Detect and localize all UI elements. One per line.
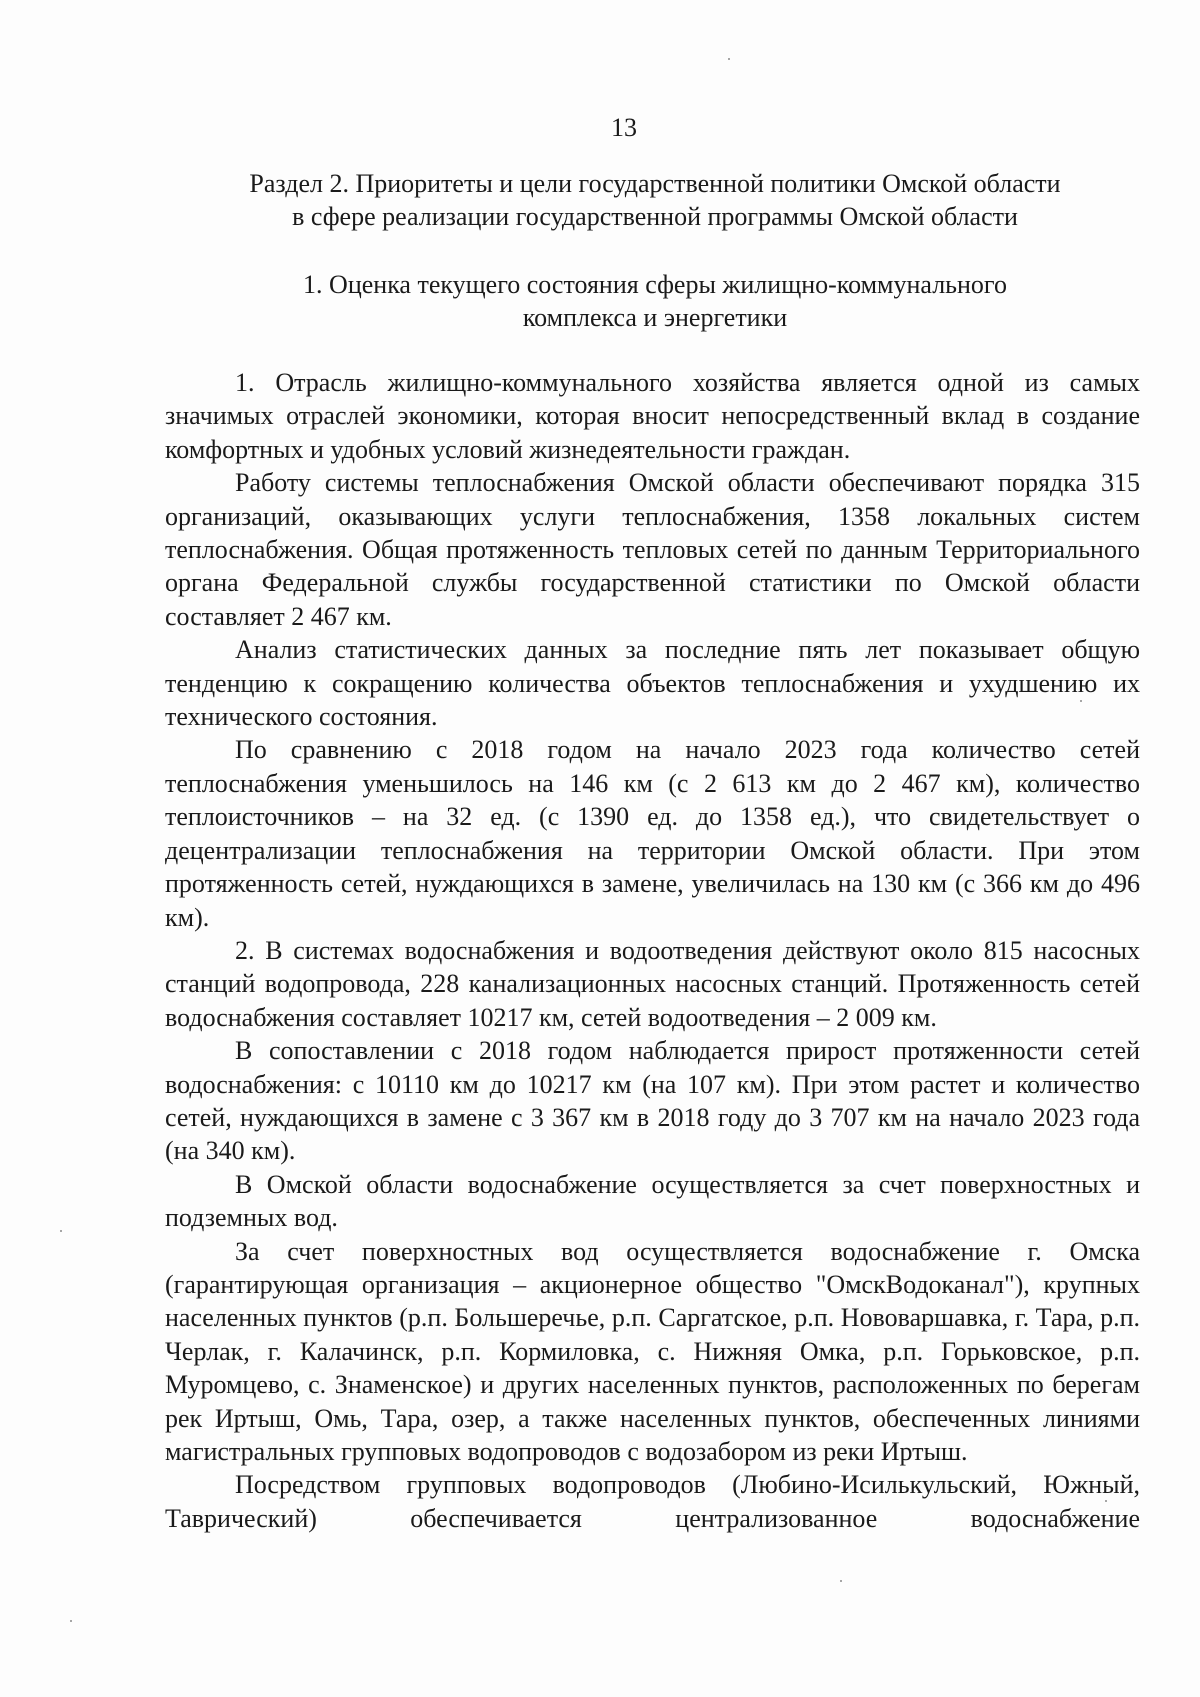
section-title-line-1: Раздел 2. Приоритеты и цели государственной политики Омской области bbox=[249, 169, 1061, 198]
page-number: 13 bbox=[611, 113, 637, 142]
subsection-title-line-1: 1. Оценка текущего состояния сферы жилищно-коммунального bbox=[303, 270, 1007, 299]
paragraph-continued: Посредством групповых водопроводов (Любино-Исилькульский, Южный, Таврический) обеспечивается централизованное водоснабжение bbox=[165, 1470, 1140, 1533]
paragraph: По сравнению с 2018 годом на начало 2023 года количество сетей теплоснабжения уменьшилось на 146 км (с 2 613 км до 2 467 км), количество теплоисточников – на 32 ед. (с 1390 ед. до 1358 ед.), что свидетельствует о децентрализации теплоснабжения на территории Омской области. При этом протяженность сетей, нуждающихся в замене, увеличилась на 130 км (с 366 км до 496 км). bbox=[165, 735, 1140, 932]
scan-speck bbox=[1105, 1500, 1107, 1502]
paragraph: Работу системы теплоснабжения Омской области обеспечивают порядка 315 организаций, оказывающих услуги теплоснабжения, 1358 локальных систем теплоснабжения. Общая протяженность тепловых сетей по данным Территориального органа Федеральной службы государственной статистики по Омской области составляет 2 467 км. bbox=[165, 468, 1140, 631]
subsection-title-line-2: комплекса и энергетики bbox=[522, 303, 788, 332]
scan-speck bbox=[840, 1580, 842, 1582]
paragraph: 2. В системах водоснабжения и водоотведения действуют около 815 насосных станций водопровода, 228 канализационных насосных станций. Протяженность сетей водоснабжения составляет 10217 км, сетей водоотведения – 2 009 км. bbox=[165, 935, 1140, 1032]
section-title-line-2: в сфере реализации государственной программы Омской области bbox=[292, 202, 1018, 231]
scan-speck bbox=[70, 1620, 72, 1622]
scan-speck bbox=[60, 1230, 62, 1232]
scan-speck bbox=[728, 58, 730, 60]
paragraph: В сопоставлении с 2018 годом наблюдается прирост протяженности сетей водоснабжения: с 10110 км до 10217 км (на 107 км). При этом растет и количество сетей, нуждающихся в замене с 3 367 км в 2018 году до 3 707 км на начало 2023 года (на 340 км). bbox=[165, 1036, 1140, 1166]
body-text bbox=[165, 366, 1140, 1535]
scan-speck bbox=[1080, 700, 1082, 702]
subsection-title bbox=[165, 268, 1145, 334]
paragraph: В Омской области водоснабжение осуществляется за счет поверхностных и подземных вод. bbox=[165, 1169, 1140, 1233]
paragraph: Анализ статистических данных за последние пять лет показывает общую тенденцию к сокращению количества объектов теплоснабжения и ухудшению их технического состояния. bbox=[165, 635, 1140, 732]
paragraph: За счет поверхностных вод осуществляется водоснабжение г. Омска (гарантирующая организация – акционерное общество "ОмскВодоканал"), крупных населенных пунктов (р.п. Большеречье, р.п. Саргатское, р.п. Нововаршавка, г. Тара, р.п. Черлак, г. Калачинск, р.п. Кормиловка, с. Нижняя Омка, р.п. Горьковское, р.п. Муромцево, с. Знаменское) и других населенных пунктов, расположенных по берегам рек Иртыш, Омь, Тара, озер, а также населенных пунктов, обеспеченных линиями магистральных групповых водопроводов с водозабором из реки Иртыш. bbox=[165, 1236, 1140, 1466]
section-title bbox=[165, 167, 1145, 233]
paragraph: 1. Отрасль жилищно-коммунального хозяйства является одной из самых значимых отраслей экономики, которая вносит непосредственный вклад в создание комфортных и удобных условий жизнедеятельности граждан. bbox=[165, 368, 1140, 464]
